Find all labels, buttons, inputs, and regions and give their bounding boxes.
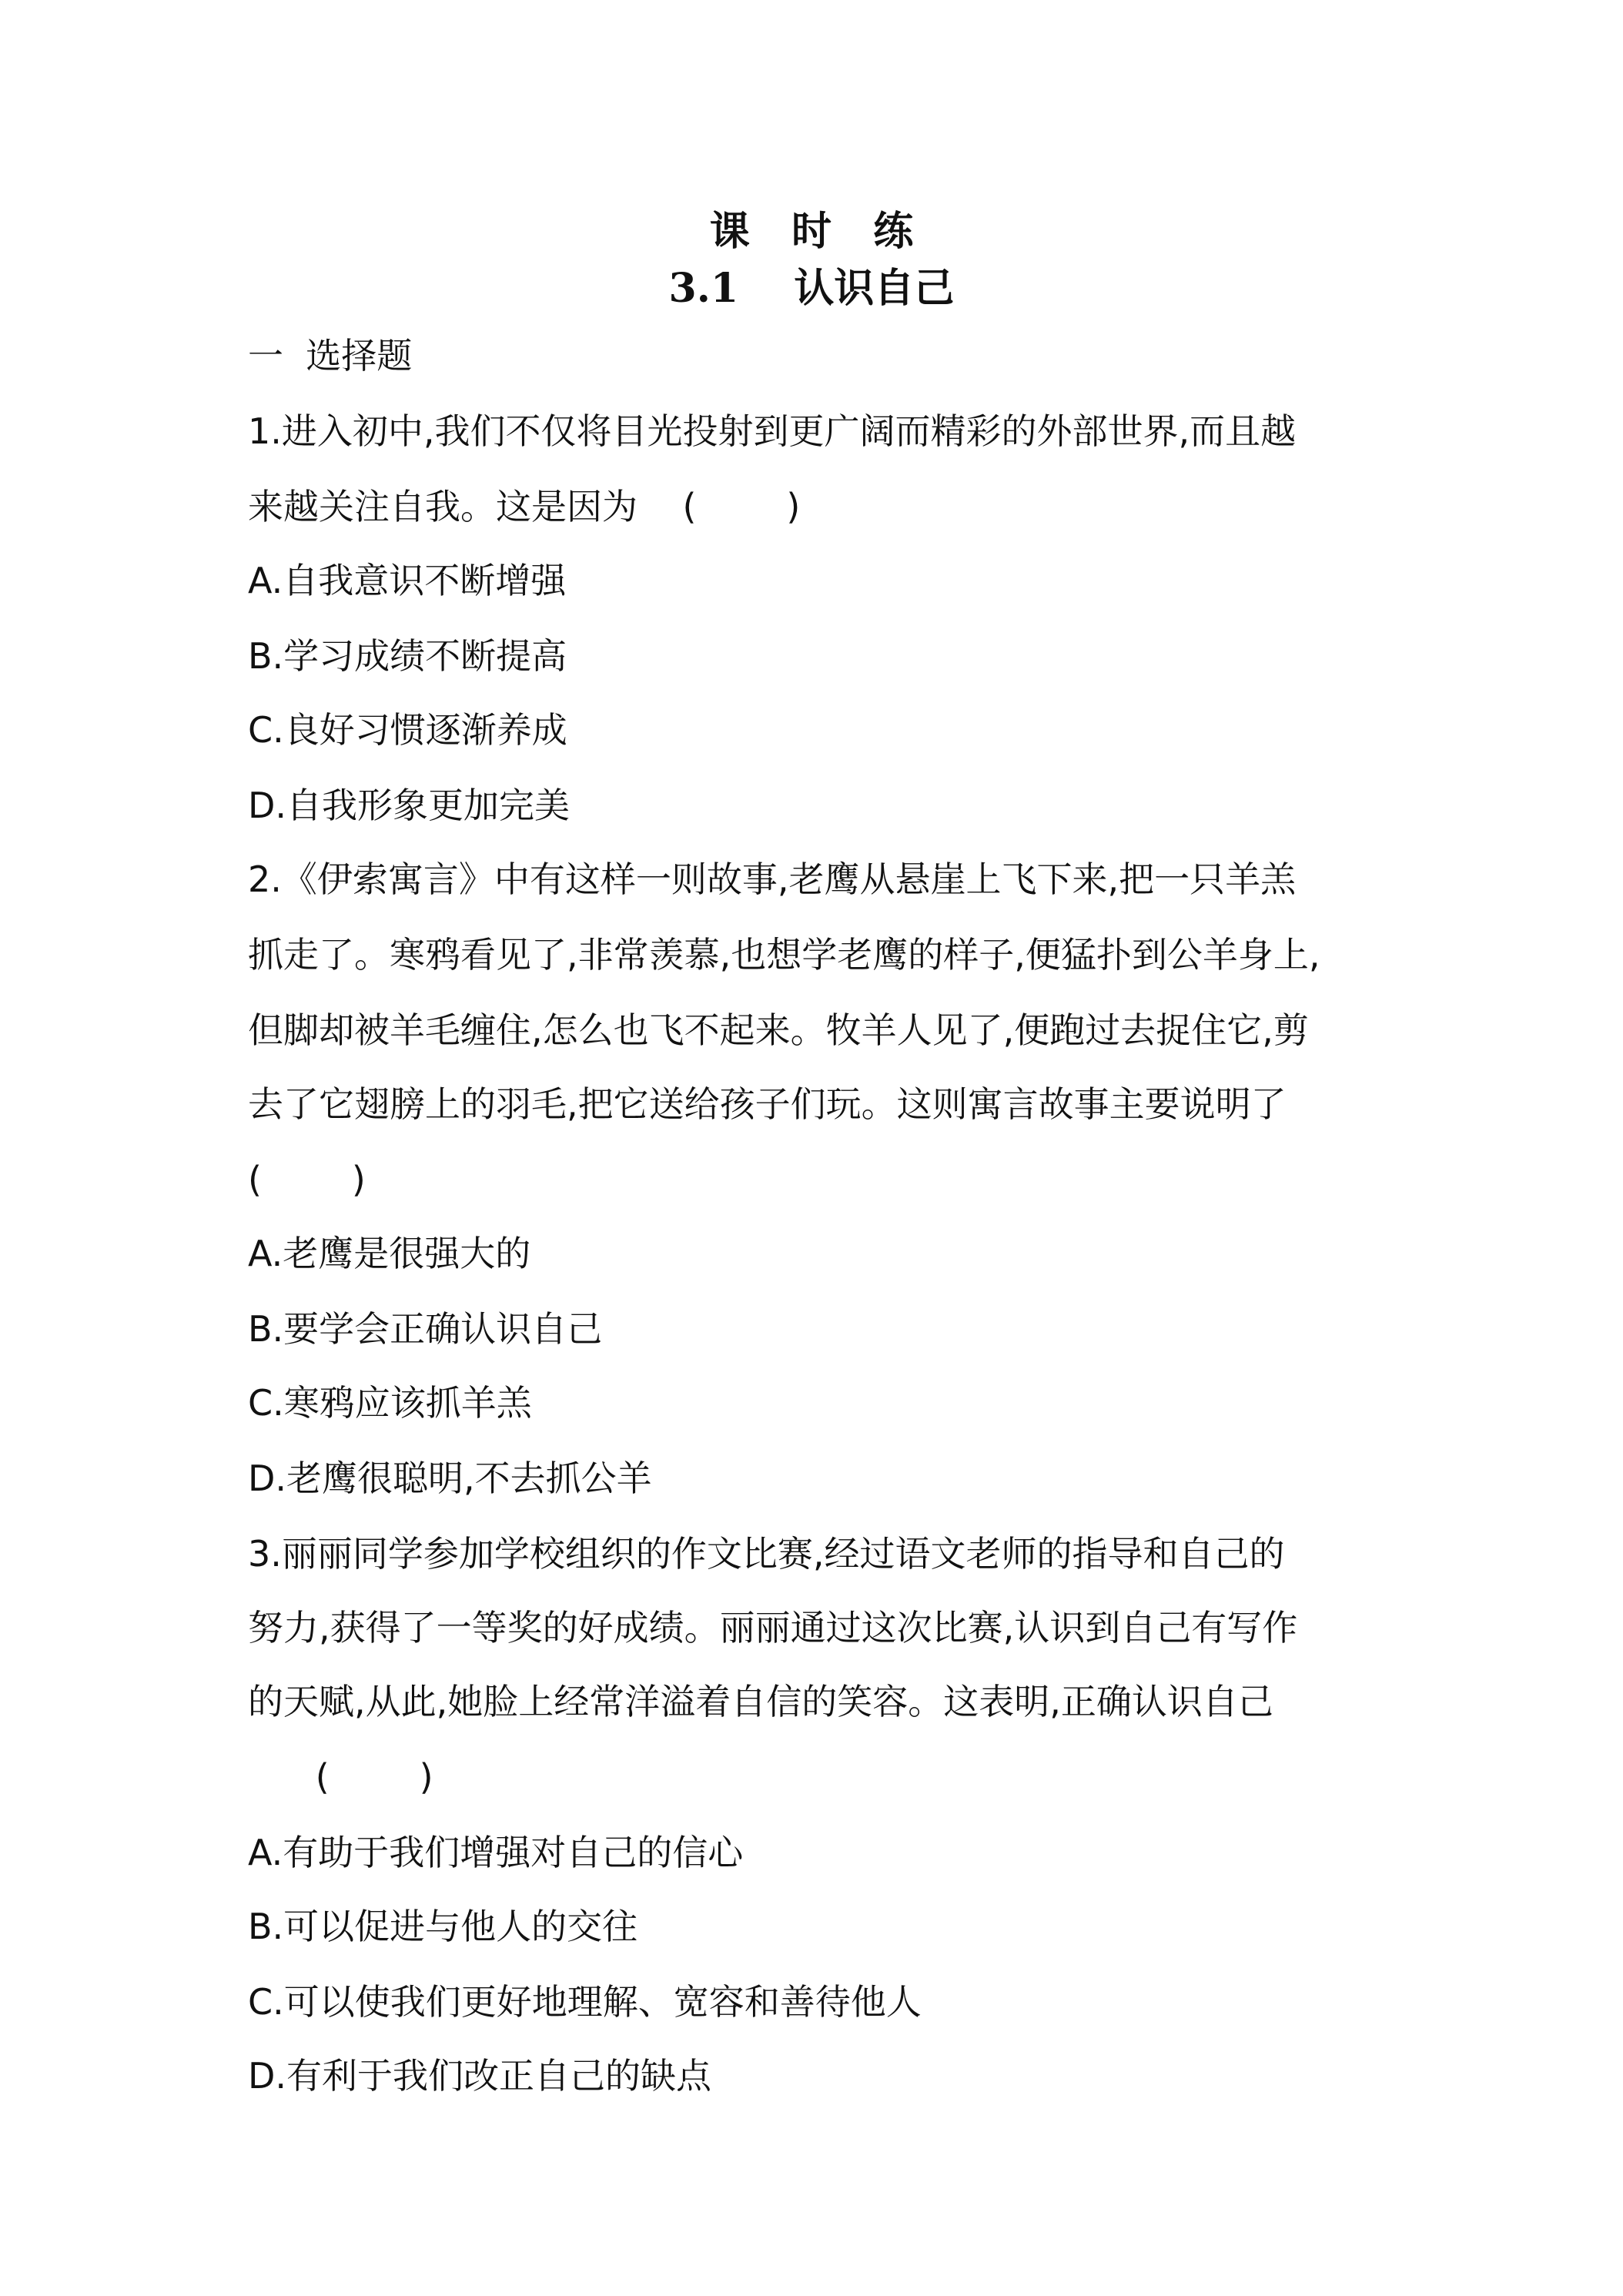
option-d: D.自我形象更加完美	[248, 785, 571, 826]
option-b: B.可以促进与他人的交往	[248, 1906, 638, 1947]
option-c: C.可以使我们更好地理解、宽容和善待他人	[248, 1981, 922, 2023]
option-c: C.良好习惯逐渐养成	[248, 709, 567, 751]
option-d: D.老鹰很聪明,不去抓公羊	[248, 1458, 652, 1499]
lesson-title: 3.1 认识自己	[668, 265, 955, 312]
question-stem-line: ( )	[248, 1159, 366, 1200]
section-heading: 一 选择题	[248, 335, 413, 377]
option-a: A.有助于我们增强对自己的信心	[248, 1832, 744, 1873]
question-stem-line: 1.进入初中,我们不仅将目光投射到更广阔而精彩的外部世界,而且越	[248, 410, 1297, 452]
question-stem-line: 但脚却被羊毛缠住,怎么也飞不起来。牧羊人见了,便跑过去捉住它,剪	[248, 1009, 1309, 1051]
option-d: D.有利于我们改正自己的缺点	[248, 2055, 712, 2097]
question-stem-line: ( )	[248, 1756, 433, 1798]
question-stem-line: 抓走了。寒鸦看见了,非常羡慕,也想学老鹰的样子,便猛扑到公羊身上,	[248, 934, 1320, 976]
page-title: 课 时 练	[709, 208, 914, 255]
question-stem-line: 2.《伊索寓言》中有这样一则故事,老鹰从悬崖上飞下来,把一只羊羔	[248, 858, 1297, 900]
option-a: A.自我意识不断增强	[248, 560, 567, 601]
option-b: B.学习成绩不断提高	[248, 635, 567, 677]
question-stem-line: 3.丽丽同学参加学校组织的作文比赛,经过语文老师的指导和自己的	[248, 1533, 1285, 1575]
question-stem-line: 的天赋,从此,她脸上经常洋溢着自信的笑容。这表明,正确认识自己	[248, 1681, 1273, 1722]
question-stem-line: 来越关注自我。这是因为 ( )	[248, 486, 801, 527]
question-stem-line: 去了它翅膀上的羽毛,把它送给孩子们玩。这则寓言故事主要说明了	[248, 1083, 1287, 1125]
option-a: A.老鹰是很强大的	[248, 1233, 531, 1274]
question-stem-line: 努力,获得了一等奖的好成绩。丽丽通过这次比赛,认识到自己有写作	[248, 1607, 1298, 1648]
option-b: B.要学会正确认识自己	[248, 1308, 603, 1350]
option-c: C.寒鸦应该抓羊羔	[248, 1382, 532, 1424]
